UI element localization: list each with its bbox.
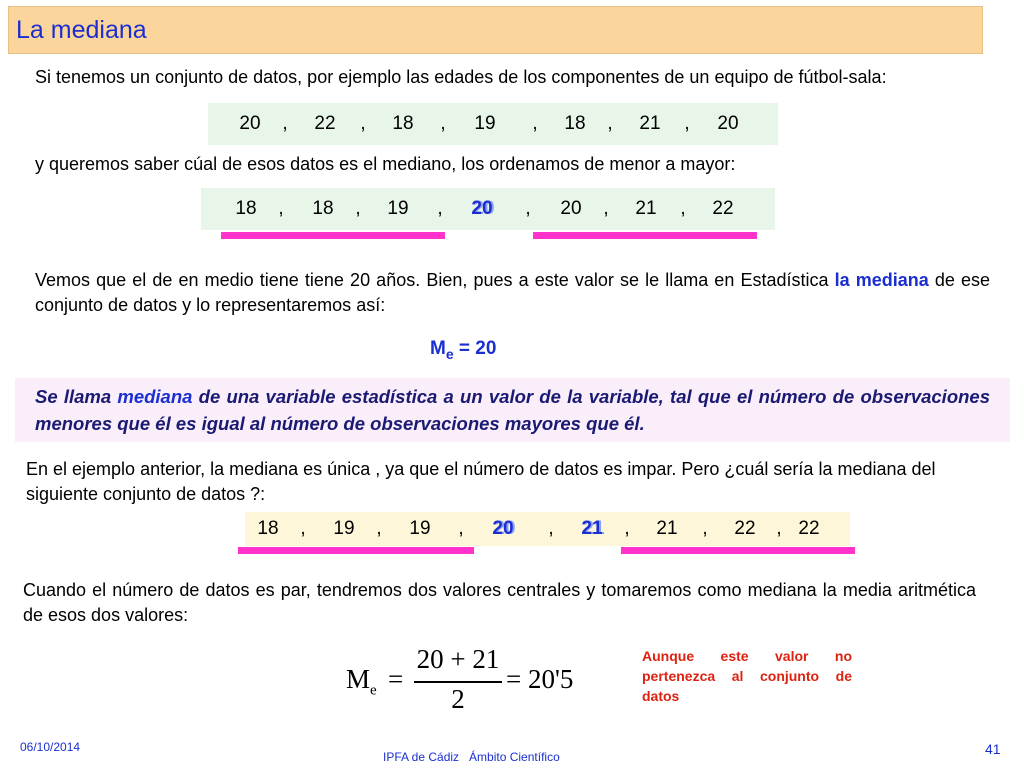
- data-separator: ,: [282, 113, 288, 134]
- data-value: 22: [712, 198, 734, 219]
- title-bar: [8, 6, 983, 54]
- page-title: La mediana: [16, 16, 147, 44]
- data-separator: ,: [684, 113, 690, 134]
- even-case-explanation: Cuando el número de datos es par, tendremos dos valores centrales y tomaremos como mediana la media aritmética de esos dos valores:: [23, 580, 976, 625]
- data-value: 20: [239, 113, 261, 134]
- definition-term: mediana: [117, 386, 193, 407]
- data-value: 18: [392, 113, 414, 134]
- data-value: 19: [474, 113, 496, 134]
- upper-half-underline: [621, 547, 855, 554]
- even-case-question: En el ejemplo anterior, la mediana es única , ya que el número de datos es impar. Pero ¿cuál sería la mediana del siguiente conjunto de datos ?:: [26, 459, 936, 504]
- definition-start: Se llama: [35, 386, 118, 407]
- median-term: la mediana: [834, 270, 929, 290]
- formula-result: = 20'5: [506, 664, 574, 694]
- dataset-even: [245, 512, 850, 546]
- median-subscript: e: [445, 345, 454, 362]
- formula-subscript: e: [370, 682, 377, 699]
- footer-date: 06/10/2014: [20, 740, 81, 754]
- median-result: = 20: [458, 338, 497, 359]
- data-separator: ,: [355, 198, 361, 219]
- data-value: 21: [635, 198, 657, 219]
- data-separator: ,: [776, 518, 782, 539]
- data-separator: ,: [376, 518, 382, 539]
- data-separator: ,: [440, 113, 446, 134]
- data-separator: ,: [278, 198, 284, 219]
- data-separator: ,: [437, 198, 443, 219]
- data-separator: ,: [603, 198, 609, 219]
- dataset-unsorted: [208, 103, 778, 145]
- data-separator: ,: [548, 518, 554, 539]
- data-value: 19: [333, 518, 355, 539]
- data-separator: ,: [360, 113, 366, 134]
- explanation-text: Vemos que el de en medio tiene tiene 20 años. Bien, pues a este valor se le llama en Estadística: [35, 270, 835, 290]
- central-value-2: 21: [581, 518, 603, 539]
- data-value: 20: [717, 113, 739, 134]
- data-separator: ,: [532, 113, 538, 134]
- dataset-sorted: [201, 188, 775, 230]
- data-value: 22: [798, 518, 820, 539]
- formula-equals: =: [388, 664, 404, 694]
- intro-paragraph: Si tenemos un conjunto de datos, por ejemplo las edades de los componentes de un equipo de fútbol-sala:: [35, 67, 887, 87]
- explanation-text-end: de ese conjunto de datos y lo representaremos así:: [35, 270, 991, 315]
- definition-text: [35, 383, 990, 437]
- data-separator: ,: [525, 198, 531, 219]
- data-value: 19: [409, 518, 431, 539]
- data-value: 21: [639, 113, 661, 134]
- data-value: 22: [734, 518, 756, 539]
- note-text: Aunque este valor no pertenezca al conjunto de datos: [642, 648, 852, 704]
- data-value: 18: [235, 198, 257, 219]
- data-value: 18: [312, 198, 334, 219]
- data-separator: ,: [458, 518, 464, 539]
- formula-m: M: [346, 664, 371, 694]
- data-value: 18: [564, 113, 586, 134]
- central-value-1: 20: [492, 518, 514, 539]
- lower-half-underline: [238, 547, 474, 554]
- fraction-line: [414, 681, 502, 683]
- data-separator: ,: [680, 198, 686, 219]
- median-notation: [430, 338, 496, 362]
- median-value-highlight: 20: [471, 198, 493, 219]
- footer-center: IPFA de Cádiz Ámbito Científico: [383, 750, 560, 764]
- data-separator: ,: [624, 518, 630, 539]
- definition-rest: de una variable estadística a un valor de la variable, tal que el número de observaciones menores que él es igual al número de observaciones mayores que él.: [35, 386, 991, 434]
- median-explanation: [35, 268, 990, 318]
- page-number: 41: [985, 741, 1001, 757]
- lower-half-underline: [221, 232, 445, 239]
- data-value: 21: [656, 518, 678, 539]
- data-separator: ,: [702, 518, 708, 539]
- formula-lhs: [346, 664, 377, 699]
- data-value: 20: [560, 198, 582, 219]
- upper-half-underline: [533, 232, 757, 239]
- median-symbol: M: [430, 338, 446, 359]
- data-value: 22: [314, 113, 336, 134]
- data-value: 19: [387, 198, 409, 219]
- data-value: 18: [257, 518, 279, 539]
- data-separator: ,: [300, 518, 306, 539]
- data-separator: ,: [607, 113, 613, 134]
- formula-numerator: 20 + 21: [416, 644, 500, 674]
- formula-denominator: 2: [451, 684, 465, 714]
- sort-paragraph: y queremos saber cúal de esos datos es el mediano, los ordenamos de menor a mayor:: [35, 154, 736, 174]
